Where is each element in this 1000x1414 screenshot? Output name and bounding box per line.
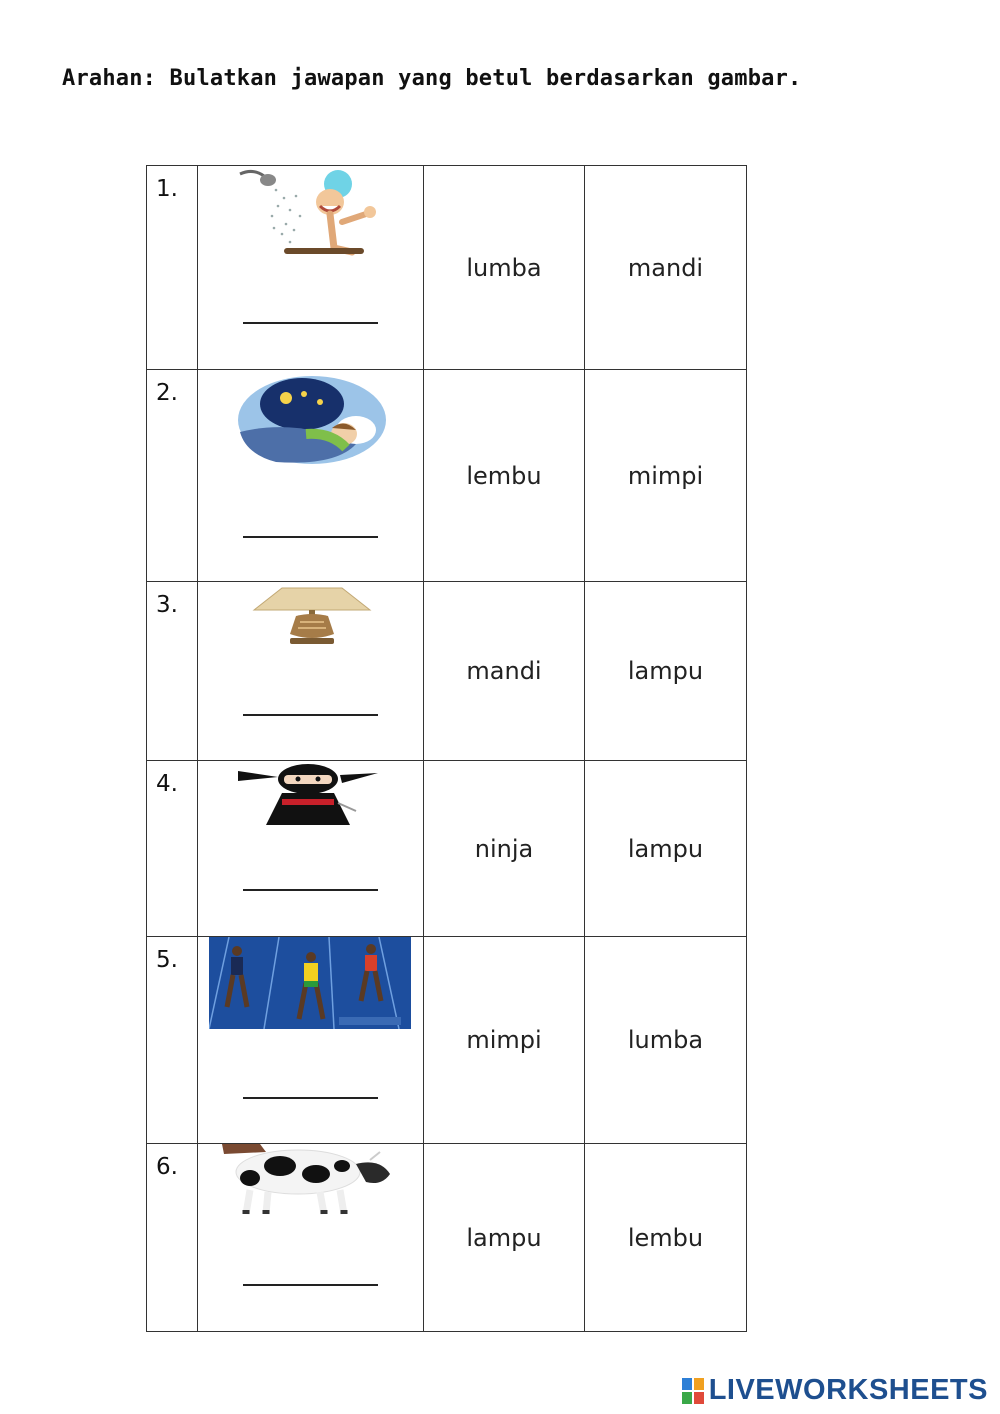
question-number: 1. [147, 166, 198, 370]
runners-race-icon [209, 937, 411, 1029]
option-b[interactable]: lumba [585, 937, 747, 1144]
brand-name: LIVEWORKSHEETS [708, 1374, 988, 1406]
question-row [147, 1144, 747, 1332]
table-lamp-icon [252, 584, 372, 648]
question-number: 3. [147, 582, 198, 761]
liveworksheets-brand[interactable] [682, 1374, 988, 1407]
question-number: 4. [147, 761, 198, 937]
answer-blank-line[interactable] [243, 1284, 378, 1286]
picture-cell [198, 1144, 424, 1332]
instruction-text: Arahan: Bulatkan jawapan yang betul berdasarkan gambar. [62, 66, 802, 91]
picture-cell [198, 166, 424, 370]
cow-icon [220, 1144, 398, 1216]
option-a[interactable]: lampu [424, 1144, 585, 1332]
picture-cell [198, 761, 424, 937]
question-number: 5. [147, 937, 198, 1144]
option-a[interactable]: lumba [424, 166, 585, 370]
picture-cell [198, 370, 424, 582]
question-row [147, 370, 747, 582]
shower-man-icon [238, 168, 383, 260]
option-a[interactable]: mimpi [424, 937, 585, 1144]
option-b[interactable]: mimpi [585, 370, 747, 582]
dreaming-child-icon [236, 374, 388, 466]
worksheet-table [146, 165, 747, 1332]
liveworksheets-logo-icon [682, 1378, 704, 1404]
question-row [147, 166, 747, 370]
option-b[interactable]: lembu [585, 1144, 747, 1332]
picture-cell [198, 937, 424, 1144]
question-row [147, 582, 747, 761]
answer-blank-line[interactable] [243, 1097, 378, 1099]
option-b[interactable]: lampu [585, 761, 747, 937]
option-b[interactable]: mandi [585, 166, 747, 370]
question-row [147, 761, 747, 937]
answer-blank-line[interactable] [243, 322, 378, 324]
answer-blank-line[interactable] [243, 536, 378, 538]
question-number: 2. [147, 370, 198, 582]
question-number: 6. [147, 1144, 198, 1332]
option-a[interactable]: ninja [424, 761, 585, 937]
answer-blank-line[interactable] [243, 714, 378, 716]
option-b[interactable]: lampu [585, 582, 747, 761]
answer-blank-line[interactable] [243, 889, 378, 891]
question-row [147, 937, 747, 1144]
option-a[interactable]: lembu [424, 370, 585, 582]
ninja-icon [238, 763, 380, 825]
option-a[interactable]: mandi [424, 582, 585, 761]
picture-cell [198, 582, 424, 761]
